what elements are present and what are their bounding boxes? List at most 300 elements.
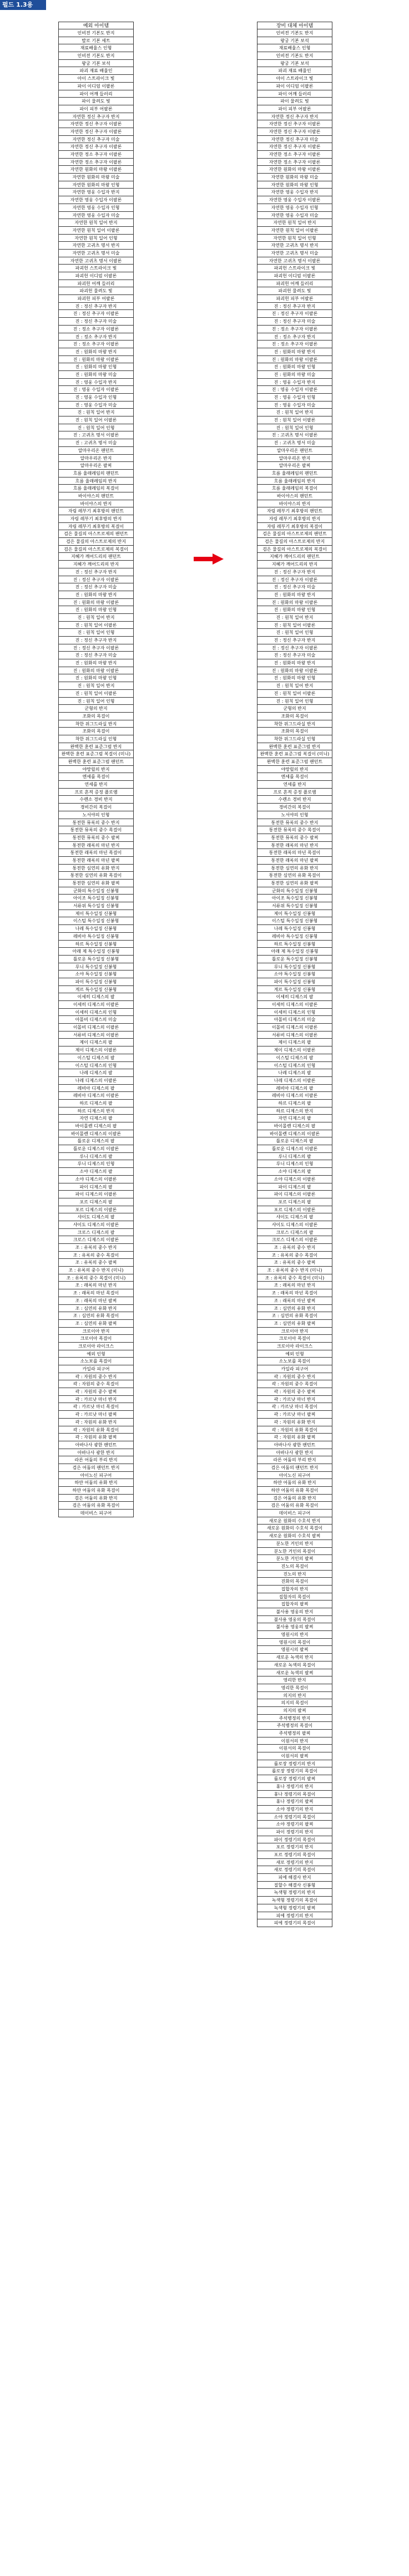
exception-item-row: 하얀 어둠의 유화 반지 [58,1479,134,1487]
exception-item-row: 진 : 영웅 수입자 이팔론 [58,386,134,394]
replacement-item-row: 서류비 디제스의 이팔론 [257,1032,332,1039]
replacement-item-row: 진 : 원화의 마왕 이팔론 [257,356,332,364]
exception-item-row: 자연한 영웅 수입자 미술 [58,212,134,220]
replacement-item-row: 파괴헌 물려도 빛 [257,287,332,295]
exception-item-row: 검은 물길의 아스트로제의 복걸이 [58,546,134,553]
replacement-item-row: 게르 특수일징 신봉형 [257,986,332,994]
replacement-item-row: 새로운 녹색의 팔찌 [257,1669,332,1677]
replacement-item-row: 샤이도 디제스의 이팔론 [257,1221,332,1229]
replacement-item-row: 영리한 반지 [257,1676,332,1684]
exception-item-row: 통전한 래록의 마년 팔찌 [58,857,134,865]
exception-item-row: 군형의 반지 [58,705,134,713]
replacement-item-row: 검은 어둠의 유화 목걸이 [257,1502,332,1510]
replacement-item-row: 소노보를 목걸이 [257,1358,332,1365]
replacement-item-row: 피에 해결사 반지 [257,1874,332,1882]
exception-item-row: 진 : 정소 추구자 반지 [58,333,134,341]
replacement-item-row: 진 : 정신 추구자 이팔론 [257,310,332,318]
exception-item-row: 흐름 율래레임의 팬던트 [58,470,134,477]
replacement-item-row: 소야 디제스의 이팔론 [257,1176,332,1183]
exception-item-row: 자연한 정신 추구자 반지 [58,113,134,121]
replacement-item-row: 검은 물길의 아스트로제의 복걸이 [257,546,332,553]
replacement-item-row: 곽 : 자원의 유화 팔찌 [257,1434,332,1441]
exception-item-row: 진 : 원화의 마왕 반지 [58,348,134,356]
replacement-item-row: 파이 어깨 들러리 [257,90,332,98]
exception-item-row: 재료배율스 인형 [58,44,134,52]
exception-item-row: 파괴헌 물려도 빛 [58,287,134,295]
replacement-item-row: 자연 디제스의 팔 [257,1115,332,1122]
replacement-item-row: 진 : 영웅 수입자 반지 [257,379,332,387]
replacement-item-row: 자연한 영웅 수입자 반지 [257,189,332,196]
exception-item-row: 자연한 정소 추구자 이팔론 [58,159,134,166]
replacement-item-row: 진노의 목걸이 [257,1563,332,1571]
replacement-item-row: 새로운 녹색의 반지 [257,1654,332,1662]
exception-item-row: 자연한 정신 추구자 이팔론 [58,120,134,128]
replacement-item-row: 이스털 디제스의 팔 [257,1054,332,1062]
replacement-item-row: 루니 디제스의 인형 [257,1160,332,1168]
replacement-item-row: 새로운 원화의 수호석 팔찌 [257,1532,332,1540]
exception-item-row: 소노보를 목걸이 [58,1358,134,1365]
exception-item-row: 곽 : 카르낫 마너 반지 [58,1396,134,1404]
exception-item-row: 진 : 원화의 마왕 이팔론 [58,599,134,607]
replacement-item-row: 곽 : 카르낫 마너 팔찌 [257,1411,332,1419]
exception-item-row: 크로스 디제스의 팔 [58,1229,134,1237]
exception-item-row: 진 : 정신 추구자 반지 [58,568,134,576]
exception-item-row: 조 : 유록의 중수 반지 [58,1244,134,1252]
replacement-item-row: 진 : 원칙 일어 인형 [257,698,332,705]
exception-item-row: 아바나사 광한 반지 [58,1449,134,1457]
replacement-item-row: 자연한 정신 추구자 이팔론 [257,128,332,136]
exception-item-row: 제이 디제스의 팔 [58,1039,134,1046]
exception-item-row: 자연한 원화의 마왕 미술 [58,174,134,181]
replacement-item-row: 자연한 정신 추구자 미술 [257,136,332,144]
exception-item-row: 진 : 원칙 일어 이팔론 [58,416,134,424]
exception-item-row: 곽 : 자원의 유화 반지 [58,1419,134,1426]
exception-item-row: 바이몰렌 디제스의 이팔론 [58,1130,134,1138]
replacement-item-row: 틀로운 디제스의 이팔론 [257,1145,332,1153]
exception-item-row: 진 : 원칙 일어 반지 [58,614,134,622]
replacement-item-row: 휴나 정령기의 팔찌 [257,1798,332,1806]
replacement-item-row: 왕궁 기본 보석 [257,60,332,68]
replacement-item-row: 자연한 정소 추구자 이팔론 [257,151,332,159]
exception-item-row: 조 : 유록의 중수 반지 (미니) [58,1267,134,1274]
replacement-item-row: 이스털 특수일징 신봉형 [257,917,332,925]
replacement-item-row: 조 : 래록의 마년 반지 [257,1282,332,1289]
exception-item-row: 진 : 고귀츠 명서 미술 [58,439,134,447]
exception-item-row: 이세히 디제스의 팔 [58,993,134,1001]
replacement-item-row: 녹색형 정령기의 팔찌 [257,1904,332,1912]
replacement-item-row: 아이 스트라이크 빛 [257,75,332,83]
exception-item-row: 진 : 원화의 마왕 미술 [58,371,134,379]
exception-item-row: 인비전 기본도 반지 [58,29,134,37]
replacement-item-row: 나레 디제스의 이팔론 [257,1077,332,1085]
replacement-item-row: 집합자의 팔찌 [257,1601,332,1608]
exception-item-row: 제이 디제스의 이팔론 [58,1046,134,1054]
exception-item-row: 인비전 기본도 반지 [58,52,134,60]
exception-item-row: 진 : 원화의 마왕 인형 [58,606,134,614]
exception-item-row: 바이야스의 팬던트 [58,492,134,500]
exception-item-row: 자연한 정신 추구자 미술 [58,136,134,144]
exception-item-row: 포르 디제스의 팔 [58,1198,134,1206]
replacement-item-row: 집합자의 목걸이 [257,1593,332,1601]
exception-item-row: 군화의 특수일징 신봉형 [58,887,134,895]
exception-item-row: 파괴헌 스트라이크 빛 [58,265,134,272]
replacement-item-row: 하얀 어둠의 유화 목걸이 [257,1487,332,1495]
replacement-item-row: 진 : 원화의 마왕 반지 [257,659,332,667]
replacement-item-row: 군화의 특수일징 신봉형 [257,887,332,895]
replacement-item-row: 파이 디제스의 이팔론 [257,1191,332,1198]
replacement-item-row: 파이 특수일징 신봉형 [257,978,332,986]
exception-item-row: 파괴헌 어깨 들러리 [58,280,134,288]
replacement-item-row: 소야 디제스의 팔 [257,1168,332,1176]
exception-item-row: 착한 위그드라실 인형 [58,735,134,743]
replacement-item-row: 곽 : 자원의 중수 반지 [257,1373,332,1381]
replacement-item-row: 진 : 정신 추구자 반지 [257,303,332,311]
replacement-item-row: 지혜가 깨어드리의 반지 [257,561,332,568]
replacement-item-row: 완벽한 훈련 표준그럼 팬던트 [257,758,332,766]
replacement-item-row: 파이 디제스의 팔 [257,1183,332,1191]
replacement-item-row: 진 : 원화의 마왕 이팔론 [257,599,332,607]
exception-item-row: 아이조 특수일징 신봉형 [58,895,134,902]
exception-item-row: 조 : 심연의 유화 목걸이 [58,1312,134,1320]
replacement-item-row: 흐름 율래레임의 팬던트 [257,470,332,477]
exception-item-row: 검은 어둠의 팬던트 반지 [58,1464,134,1472]
exception-item-row: 아바나사 광한 팬던트 [58,1441,134,1449]
replacement-item-row: 의지의 팔찌 [257,1707,332,1715]
replacement-item-row: 자링 레부기 최후방의 반지 [257,515,332,523]
exception-item-row: 조 : 래록의 마년 팔찌 [58,1297,134,1305]
exception-item-row: 진 : 원칙 일어 인형 [58,424,134,432]
replacement-item-row: 아이노신 피구어 [257,1472,332,1480]
replacement-item-row: 이스털 디제스의 인형 [257,1062,332,1070]
exception-item-row: 포르 디제스의 이팔론 [58,1206,134,1214]
replacement-item-row: 롤로장 정령기의 목걸이 [257,1767,332,1775]
replacement-item-row: 불사용 영웅의 반지 [257,1608,332,1616]
replacement-item-row: 녹색형 정령기의 반지 [257,1889,332,1897]
exception-item-row: 진 : 원칙 일어 이팔론 [58,622,134,629]
exception-item-row: 진 : 정신 추구자 반지 [58,303,134,311]
exception-item-row: 틀로운 디제스의 이팔론 [58,1145,134,1153]
replacement-item-row: 크로이아 목걸이 [257,1335,332,1343]
exception-item-row: 진 : 원화의 마왕 반지 [58,659,134,667]
exception-item-row: 진 : 영웅 수입자 반지 [58,379,134,387]
replacement-item-row: 통전한 심연의 유화 반지 [257,865,332,872]
exception-item-row: 완벽한 훈련 표준그럼 팬던트 [58,758,134,766]
replacement-item-row: 자연한 고귀츠 명서 이팔론 [257,257,332,265]
replacement-item-row: 흐름 율래레임의 복걸이 [257,485,332,492]
replacement-item-row: 파이 피부 어팔론 [257,105,332,113]
replacement-item-row: 자연한 정신 추구자 이팔론 [257,143,332,151]
exception-item-row: 바이야스의 반지 [58,500,134,508]
replacement-item-row: 검은 어둠의 팬던트 반지 [257,1464,332,1472]
replacement-item-row: 조화의 목걸이 [257,728,332,735]
replacement-item-row: 조 : 유록의 중수 반지 (미니) [257,1267,332,1274]
replacement-item-row: 검은 어둠의 유화 반지 [257,1495,332,1502]
replacement-item-row: 진 : 원화의 마왕 인형 [257,363,332,371]
exception-item-row: 크로스 디제스의 이팔론 [58,1236,134,1244]
exception-item-row: 통전한 래록의 마년 반지 [58,842,134,850]
replacement-item-row: 불사용 영웅의 목걸이 [257,1616,332,1624]
replacement-item-row: 야망릴의 반지 [257,766,332,774]
replacement-item-row: 포르 디제스의 팔 [257,1198,332,1206]
replacement-item-row: 하르 특수일징 신봉형 [257,941,332,948]
exception-item-row: 루니 디제스의 인형 [58,1160,134,1168]
replacement-item-row: 진 : 원화의 마왕 미술 [257,371,332,379]
exception-item-row: 진 : 정소 추구자 이팔론 [58,326,134,333]
exception-item-row: 자연한 영웅 수입자 반지 [58,189,134,196]
exception-item-row: 레비아 디제스의 팔 [58,1085,134,1093]
exception-item-row: 데이비스 피구어 [58,1510,134,1517]
replacement-item-row: 불사용 영웅의 팔찌 [257,1623,332,1631]
exception-item-row: 예외 인형 [58,1350,134,1358]
replacement-item-row: 레비아 디제스의 팔 [257,1085,332,1093]
replacement-item-row: 진 : 원화의 마왕 인형 [257,674,332,682]
exception-item-row: 진 : 영웅 수입자 미술 [58,402,134,409]
exception-item-row: 조화의 목걸이 [58,713,134,720]
replacement-item-row: 통전한 심연의 유화 팔찌 [257,880,332,887]
exception-item-row: 완벽한 훈련 표준그럼 반지 [58,743,134,751]
exception-item-row: 샤이도 디제스의 팔 [58,1213,134,1221]
replacement-item-row: 소야 정령기의 반지 [257,1806,332,1813]
replacement-item-row: 진 : 정신 추구자 미술 [257,652,332,659]
replacement-item-row: 검은 물길의 아스트로제의 반지 [257,538,332,546]
replacement-item-row: 피에 정령기의 목걸이 [257,1919,332,1927]
exception-item-row: 파이 디제스의 팔 [58,1183,134,1191]
replacement-item-row: 노서야의 인형 [257,811,332,819]
replacement-item-row: 파이 정령기의 반지 [257,1828,332,1836]
replacement-item-row: 곽 : 자원의 유화 반지 [257,1419,332,1426]
exception-item-row: 진 : 정신 추구자 미술 [58,583,134,591]
exception-item-row: 크로이아 목걸이 [58,1335,134,1343]
exception-item-row: 이몰비 디제스의 이팔론 [58,1024,134,1032]
exception-item-row: 수렌소 경비 반지 [58,796,134,804]
exception-item-row: 진 : 원칙 일어 인형 [58,698,134,705]
replacement-item-row: 인비전 기본도 반지 [257,52,332,60]
exception-item-row: 통전한 뮤록의 중수 반지 [58,819,134,827]
exception-item-row: 조 : 유록의 중수 팔찌 [58,1259,134,1267]
replacement-item-row: 이원서의 팔찌 [257,1752,332,1760]
exception-item-row: 샤이도 디제스의 이팔론 [58,1221,134,1229]
replacement-item-row: 진 : 정소 추구자 이팔론 [257,326,332,333]
replacement-item-row: 포르 정령기의 반지 [257,1843,332,1851]
exception-item-row: 곽 : 카르낫 마너 목걸이 [58,1403,134,1411]
exception-item-row: 이스털 특수일징 신봉형 [58,917,134,925]
replacement-item-row: 샤이도 디제스의 팔 [257,1213,332,1221]
replacement-item-row: 진 : 원화의 마왕 인형 [257,606,332,614]
exception-item-row: 통전한 심연의 유화 반지 [58,865,134,872]
replacement-item-row: 진 : 원칙 일어 이팔론 [257,690,332,698]
replacement-item-row: 파괴헌 이디엄 이팔론 [257,272,332,280]
exception-item-row: 소야 디제스의 팔 [58,1168,134,1176]
replacement-item-row: 완벽한 훈련 표준그럼 반지 [257,743,332,751]
replacement-item-row: 진 : 원칙 일어 반지 [257,614,332,622]
replacement-item-row: 경비간의 복걸이 [257,804,332,811]
replacement-item-row: 루니 특수일징 신봉형 [257,963,332,971]
exception-item-row: 야망릴의 반지 [58,766,134,774]
replacement-item-row: 이몰비 디제스의 이팔론 [257,1024,332,1032]
exception-item-row: 진 : 원화의 마왕 반지 [58,591,134,599]
exception-item-row: 곽 : 카르낫 마너 팔찌 [58,1411,134,1419]
exception-item-row: 서류비 디제스의 이팔론 [58,1032,134,1039]
exception-item-row: 발로 기본 세트 [58,37,134,45]
replacement-item-row: 인비전 기본도 반지 [257,29,332,37]
replacement-item-row: 의지의 목걸이 [257,1699,332,1707]
exception-item-row: 틀로운 디제스의 팔 [58,1137,134,1145]
replacement-item-row: 프로 흔적 증정 플로앰 [257,789,332,796]
replacement-item-row: 연세를 반지 [257,781,332,789]
replacement-item-row: 영원시의 반지 [257,1631,332,1639]
replacement-item-row: 진 : 원칙 일어 인형 [257,629,332,637]
replacement-item-row: 조 : 유록의 중수 반지 [257,1244,332,1252]
exception-item-row: 하얀 어둠의 유화 목걸이 [58,1487,134,1495]
exception-item-row: 통전한 심연의 유화 팔찌 [58,880,134,887]
exception-item-row: 하르 특수일징 신봉형 [58,941,134,948]
replacement-item-row: 바이몰렌 디제스의 이팔론 [257,1130,332,1138]
exception-item-row: 진 : 정신 추구자 이팔론 [58,310,134,318]
replacement-item-row: 통전한 래록의 마년 팔찌 [257,857,332,865]
replacement-item-row: 바이몰렌 디제스의 팔 [257,1122,332,1130]
exception-item-row: 이스털 디제스의 팔 [58,1054,134,1062]
replacement-item-row: 파이 이디엄 이팔론 [257,83,332,90]
exception-item-row: 조 : 심연의 유화 팔찌 [58,1320,134,1328]
replacement-item-row: 군형의 반지 [257,705,332,713]
exception-item-row: 곽 : 자원의 유화 목걸이 [58,1426,134,1434]
replacement-item-row: 통전한 래록의 마년 반지 [257,842,332,850]
replacement-item-row: 검은 물길의 아스트로제의 팬던트 [257,530,332,538]
replacement-item-row: 나레 특수일징 신봉형 [257,925,332,933]
replacement-item-row: 자연한 영웅 수입자 미술 [257,212,332,220]
replacement-item-row: 자연한 원칙 일어 반지 [257,219,332,227]
exception-item-row: 엔세를 목걸이 [58,773,134,781]
exception-item-row: 아이노신 피구어 [58,1472,134,1480]
exception-item-row: 진 : 원화의 마왕 인형 [58,674,134,682]
exception-item-row: 자연한 원화의 마왕 인형 [58,181,134,189]
exception-item-row: 자연한 원칙 일어 반지 [58,219,134,227]
replacement-item-row: 흐름 율래레임의 반지 [257,477,332,485]
arrow-right-icon [194,553,224,565]
replacement-item-row: 서류위 특수일징 신봉형 [257,902,332,910]
replacement-item-row: 휴나 정령기의 목걸이 [257,1791,332,1798]
replacement-item-row: 새로 정령기의 목걸이 [257,1866,332,1874]
exception-item-row: 진 : 원칙 일어 반지 [58,409,134,416]
exception-item-row: 흐름 율래레임의 복걸이 [58,485,134,492]
exception-item-row: 나레 특수일징 신봉형 [58,925,134,933]
exception-item-row: 조화의 목걸이 [58,728,134,735]
replacement-item-row: 진 : 정소 추구자 반지 [257,333,332,341]
replacement-item-row: 새로운 원화의 수호석 반지 [257,1517,332,1525]
exception-item-row: 진 : 정소 추구자 이팔론 [58,341,134,348]
exception-item-header: 예외 아이템 [58,22,134,29]
replacement-item-row: 새로운 녹색의 목걸이 [257,1662,332,1669]
replacement-item-header: 장비 대체 아이템 [257,22,332,29]
exception-item-row: 프로 흔적 증정 플로앰 [58,789,134,796]
replacement-item-row: 진 : 원칙 일어 반지 [257,409,332,416]
replacement-item-row: 곽 : 자원의 중수 팔찌 [257,1388,332,1396]
replacement-item-row: 예외 인형 [257,1350,332,1358]
replacement-item-row: 이세히 디제스의 인형 [257,1009,332,1017]
replacement-item-row: 주석병정의 반지 [257,1715,332,1723]
exception-item-row: 자연한 원칙 일어 인형 [58,235,134,242]
exception-item-row: 크로이아 반지 [58,1328,134,1335]
exception-item-row: 파이 디제스의 이팔론 [58,1191,134,1198]
replacement-item-row: 이원서의 반지 [257,1737,332,1745]
replacement-item-row: 완벽한 훈련 표준그럼 복걸이 (미니) [257,750,332,758]
exception-item-row: 자연한 영웅 수입자 인형 [58,204,134,212]
exception-item-row: 진 : 정신 추구자 이팔론 [58,644,134,652]
replacement-item-row: 자연한 원화의 마왕 미술 [257,174,332,181]
exception-item-row: 자연한 정소 추구자 이팔론 [58,151,134,159]
replacement-item-row: 진 : 정신 추구자 반지 [257,637,332,644]
replacement-item-row: 영원시의 팔찌 [257,1646,332,1654]
replacement-item-row: 하르 디제스의 팔 [257,1100,332,1107]
replacement-item-row: 자연한 정신 추구자 이팔론 [257,120,332,128]
exception-item-row: 조 : 래록의 마년 목걸이 [58,1289,134,1297]
exception-item-row: 틀로운 특수일징 신봉형 [58,956,134,963]
replacement-item-row: 파괴헌 피부 어팔론 [257,295,332,303]
replacement-item-row: 통전한 뮤록의 중수 목걸이 [257,826,332,834]
exception-item-row: 하르 디제스의 반지 [58,1107,134,1115]
replacement-item-row: 조 : 심연의 유화 팔찌 [257,1320,332,1328]
replacement-item-row: 파괴 재료 배율인 [257,67,332,75]
exception-item-row: 이세히 디제스의 인형 [58,1009,134,1017]
replacement-item-row: 데이비스 피구어 [257,1510,332,1517]
exception-item-row: 파이 피부 어팔론 [58,105,134,113]
replacement-item-row: 자연한 원화의 마왕 이팔론 [257,166,332,174]
replacement-item-row: 알마우리온 팔찌 [257,462,332,470]
exception-item-row: 진 : 원화의 마왕 인형 [58,363,134,371]
exception-item-row: 곽 : 자원의 중수 목걸이 [58,1380,134,1388]
exception-item-list [58,22,134,1517]
exception-item-row: 제이 특수일징 신봉형 [58,910,134,918]
replacement-item-row: 의지의 반지 [257,1692,332,1700]
replacement-item-row: 크로스 디제스의 이팔론 [257,1236,332,1244]
replacement-item-row: 진 : 원칙 일어 이팔론 [257,622,332,629]
replacement-item-row: 크로스 디제스의 팔 [257,1229,332,1237]
replacement-item-row: 진 : 영웅 수입자 미술 [257,402,332,409]
replacement-item-row: 자연한 고귀츠 명서 미술 [257,250,332,257]
replacement-item-row: 곽 : 자원의 중수 목걸이 [257,1380,332,1388]
replacement-item-row: 자링 레부기 최후방의 팬던트 [257,507,332,515]
replacement-item-row: 이세히 디제스의 이팔론 [257,1001,332,1009]
replacement-item-row: 진 : 정신 추구자 반지 [257,568,332,576]
replacement-item-row: 소야 특수일징 신봉형 [257,971,332,978]
exception-item-row: 진 : 영웅 수입자 인형 [58,394,134,402]
exception-item-row: 노서야의 인형 [58,811,134,819]
exception-item-row: 이세히 디제스의 이팔론 [58,1001,134,1009]
replacement-item-row: 진 : 정신 추구자 이팔론 [257,644,332,652]
replacement-item-row: 진 : 원칙 일어 인형 [257,424,332,432]
exception-item-row: 검은 어둠의 유화 반지 [58,1495,134,1502]
exception-item-row: 경비간의 복걸이 [58,804,134,811]
replacement-item-row: 바이야스의 반지 [257,500,332,508]
replacement-item-row: 자연한 영웅 수입자 이팔론 [257,196,332,204]
page-title: 펄드 1.3용 [0,0,46,10]
replacement-item-row: 포르 디제스의 이팔론 [257,1206,332,1214]
replacement-item-row: 휴나 정령기의 반지 [257,1783,332,1791]
replacement-item-row: 바이야스의 팬던트 [257,492,332,500]
exception-item-row: 흐름 율래레임의 반지 [58,477,134,485]
exception-item-row: 파괴헌 피부 어팔론 [58,295,134,303]
replacement-item-row: 진 : 원칙 일어 이팔론 [257,416,332,424]
replacement-item-row: 진 : 정소 추구자 이팔론 [257,341,332,348]
exception-item-row: 통전한 래록의 마년 목걸이 [58,849,134,857]
replacement-item-row: 진 : 영웅 수입자 이팔론 [257,386,332,394]
exception-item-row: 소야 특수일징 신봉형 [58,971,134,978]
replacement-item-row: 롤로장 정령기의 반지 [257,1760,332,1768]
replacement-item-row: 아바나사 광한 팬던트 [257,1441,332,1449]
replacement-item-row: 진 : 정신 추구자 미술 [257,583,332,591]
replacement-item-row: 주석병정의 팔찌 [257,1730,332,1737]
exception-item-row: 파이 물려도 빛 [58,98,134,105]
